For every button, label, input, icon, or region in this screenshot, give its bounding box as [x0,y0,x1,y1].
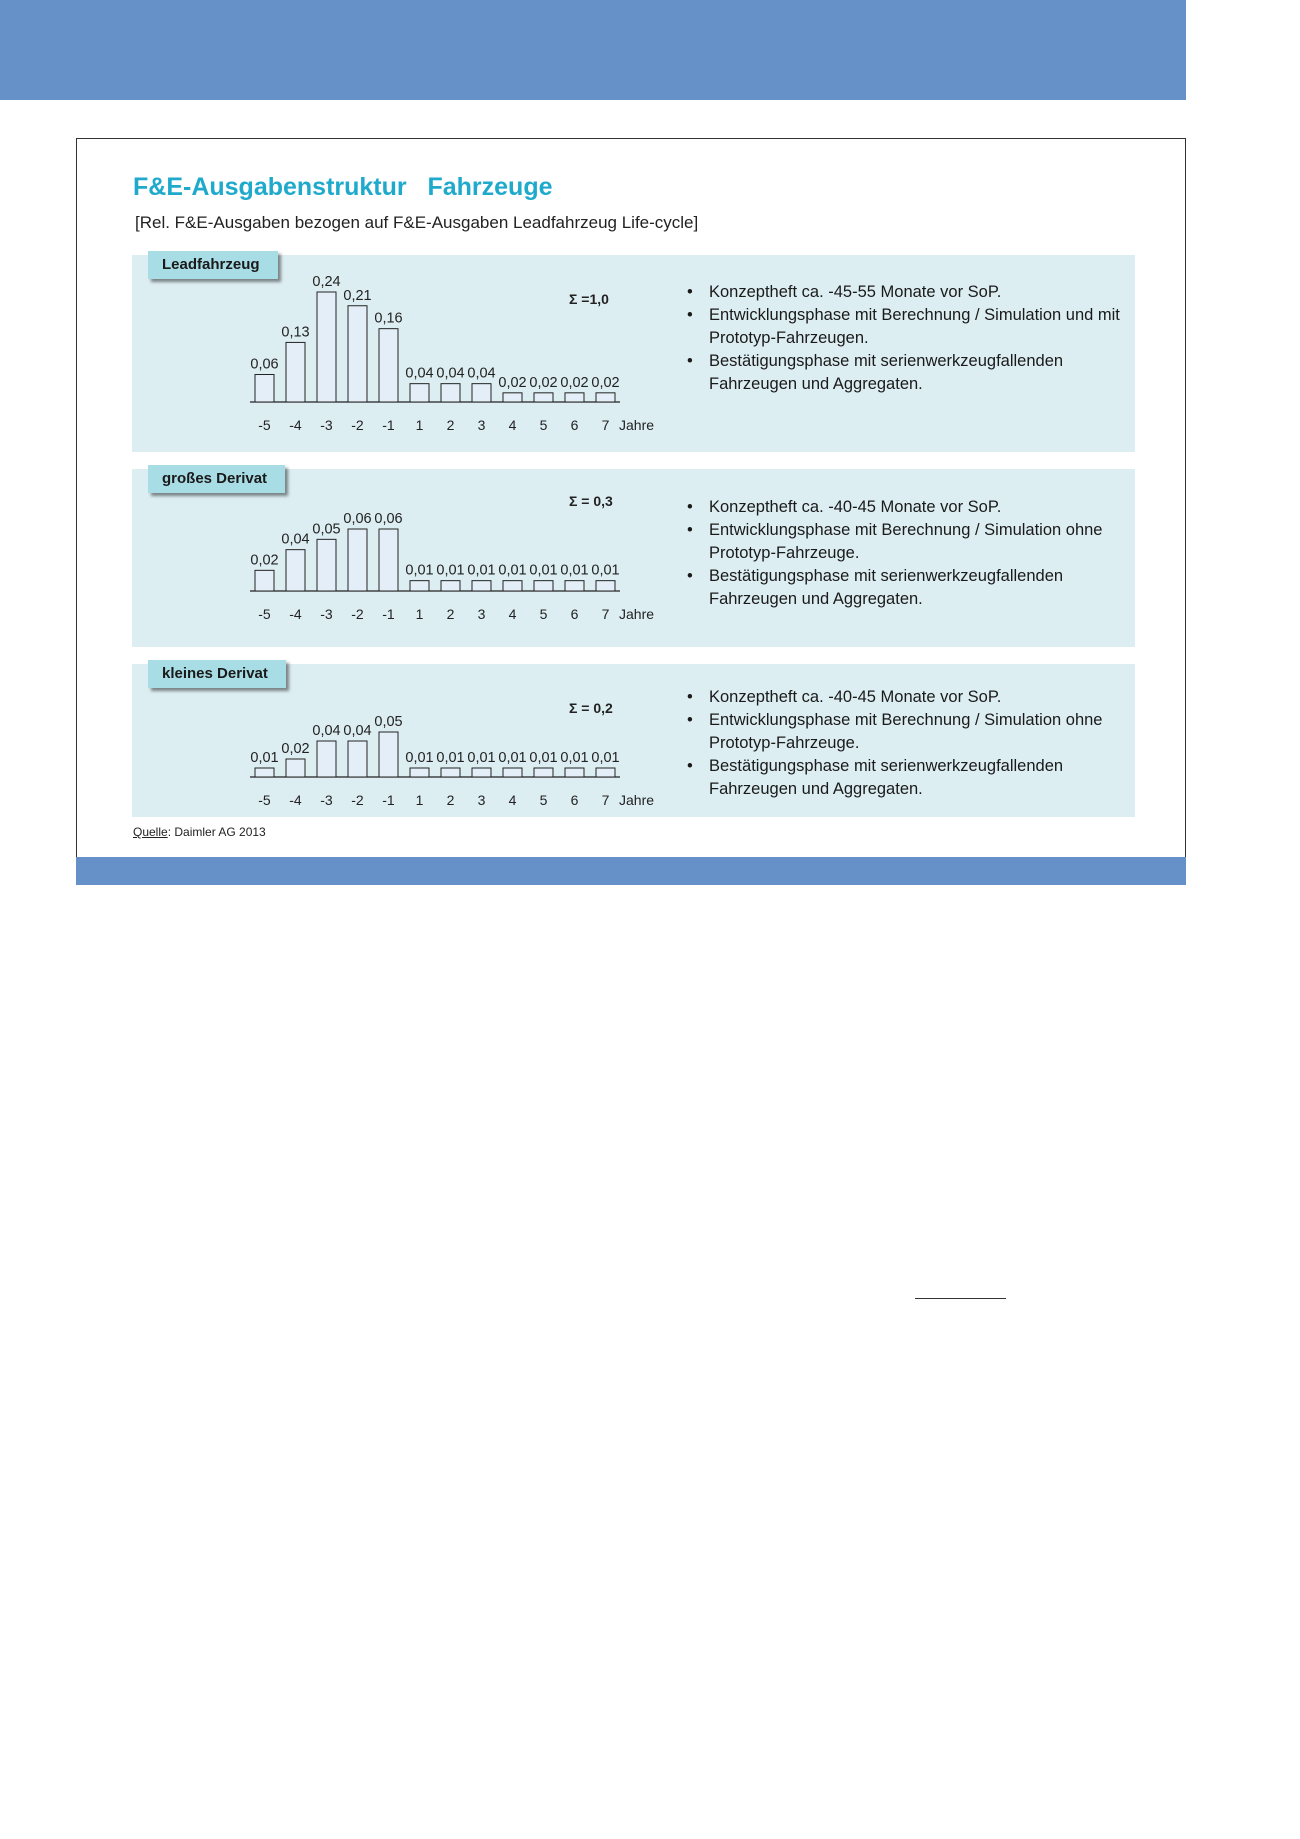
x-tick-label: 3 [477,417,486,433]
x-tick-label: 7 [601,792,610,808]
bar [255,570,274,591]
bar [441,768,460,777]
chart-leadfahrzeug [132,255,672,452]
sum-label: Σ = 0,3 [569,493,613,509]
bar-value-label: 0,02 [250,552,279,569]
source-note [133,825,266,839]
bar-value-label: 0,24 [312,274,341,290]
x-tick-label: 2 [446,606,455,622]
bar-value-label: 0,01 [560,750,589,766]
x-axis-label: Jahre [619,606,655,622]
x-tick-label: 1 [415,606,424,622]
bar [286,759,305,777]
x-tick-label: 4 [508,792,517,808]
bar-value-label: 0,01 [250,750,279,766]
x-axis-label: Jahre [619,792,655,808]
bar-value-label: 0,01 [436,562,465,579]
x-tick-label: 6 [570,606,579,622]
bar [565,581,584,591]
bar [472,581,491,591]
bullet-item: • Bestätigungsphase mit serienwerkzeugfallenden Fahrzeugen und Aggregaten. [687,350,1129,396]
bar [503,581,522,591]
panel-leadfahrzeug [132,255,1135,452]
panel-kleines-derivat [132,664,1135,817]
bar-value-label: 0,05 [374,714,403,730]
bullet-item: • Konzeptheft ca. -45-55 Monate vor SoP. [687,281,1129,304]
bar [317,741,336,777]
bar-value-label: 0,01 [467,562,496,579]
figure-frame [76,138,1186,857]
bar-value-label: 0,04 [343,723,372,739]
bar [472,768,491,777]
x-tick-label: 3 [477,606,486,622]
bar [565,768,584,777]
chart-kleines-derivat [132,664,672,817]
x-tick-label: -4 [289,606,302,622]
bar-value-label: 0,01 [529,750,558,766]
bar [348,306,367,402]
bar [255,375,274,403]
bottom-band [76,857,1186,885]
source-text: : Daimler AG 2013 [167,825,266,839]
x-tick-label: -1 [382,606,395,622]
x-tick-label: 7 [601,606,610,622]
bar-value-label: 0,01 [591,562,620,579]
bar-value-label: 0,02 [591,374,620,391]
sum-label: Σ = 0,2 [569,700,613,716]
bar-value-label: 0,02 [560,374,589,391]
x-tick-label: -1 [382,417,395,433]
bar-value-label: 0,04 [467,365,496,382]
x-tick-label: -5 [258,417,271,433]
bar [379,732,398,777]
x-tick-label: -2 [351,417,364,433]
bar [534,393,553,402]
bullet-item: • Konzeptheft ca. -40-45 Monate vor SoP. [687,686,1129,709]
figure-title: F&E-Ausgabenstruktur Fahrzeuge [133,173,553,201]
bar [565,393,584,402]
x-tick-label: -4 [289,417,302,433]
bar-value-label: 0,01 [405,750,434,766]
bullet-item: • Entwicklungsphase mit Berechnung / Simulation ohne Prototyp-Fahrzeuge. [687,709,1129,755]
bar [255,768,274,777]
x-tick-label: -2 [351,606,364,622]
x-tick-label: 2 [446,792,455,808]
bar-value-label: 0,01 [591,750,620,766]
bar-value-label: 0,13 [281,324,310,341]
x-tick-label: 1 [415,417,424,433]
top-band [0,0,1186,100]
x-tick-label: 4 [508,417,517,433]
x-tick-label: -5 [258,792,271,808]
bullet-item: • Bestätigungsphase mit serienwerkzeugfallenden Fahrzeugen und Aggregaten. [687,755,1129,801]
x-tick-label: 5 [539,417,548,433]
bar [441,384,460,402]
bar-value-label: 0,02 [281,741,310,757]
bar-value-label: 0,04 [405,365,434,382]
bar-value-label: 0,01 [498,750,527,766]
bullet-item: • Entwicklungsphase mit Berechnung / Simulation und mit Prototyp-Fahrzeugen. [687,304,1129,350]
stray-rule [915,1298,1006,1299]
bar-value-label: 0,01 [560,562,589,579]
bar [596,768,615,777]
bar [317,539,336,591]
x-tick-label: -3 [320,606,333,622]
bar [503,393,522,402]
bar [503,768,522,777]
bar-value-label: 0,04 [436,365,465,382]
panel-grosses-derivat [132,469,1135,647]
bar [410,581,429,591]
bar-value-label: 0,02 [498,374,527,391]
bullet-item: • Konzeptheft ca. -40-45 Monate vor SoP. [687,496,1129,519]
bar [534,581,553,591]
bar [534,768,553,777]
bar-value-label: 0,06 [250,356,279,373]
bar [348,529,367,591]
x-tick-label: 3 [477,792,486,808]
x-tick-label: 4 [508,606,517,622]
bar [410,384,429,402]
x-tick-label: 5 [539,792,548,808]
bullets-leadfahrzeug [687,281,1129,396]
bullets-kleines-derivat [687,686,1129,801]
bar [379,329,398,402]
bar [379,529,398,591]
sum-label: Σ =1,0 [569,291,609,307]
bar [441,581,460,591]
x-tick-label: 2 [446,417,455,433]
figure-subtitle: [Rel. F&E-Ausgaben bezogen auf F&E-Ausgaben Leadfahrzeug Life-cycle] [135,213,699,232]
bar-value-label: 0,01 [405,562,434,579]
bar-value-label: 0,06 [343,511,372,527]
bar-value-label: 0,05 [312,521,341,538]
x-tick-label: -3 [320,792,333,808]
bar [348,741,367,777]
bullet-item: • Entwicklungsphase mit Berechnung / Simulation ohne Prototyp-Fahrzeuge. [687,519,1129,565]
x-tick-label: 6 [570,417,579,433]
bar-value-label: 0,01 [467,750,496,766]
x-tick-label: 6 [570,792,579,808]
x-axis-label: Jahre [619,417,655,433]
panel-tag-kleines-derivat: kleines Derivat [148,660,286,688]
chart-grosses-derivat [132,469,672,647]
bar-value-label: 0,04 [281,531,310,548]
bar [286,550,305,591]
x-tick-label: -2 [351,792,364,808]
x-tick-label: -4 [289,792,302,808]
bar-value-label: 0,21 [343,287,372,304]
bar [286,342,305,402]
x-tick-label: 1 [415,792,424,808]
bar-value-label: 0,01 [436,750,465,766]
bar-value-label: 0,02 [529,374,558,391]
bar [410,768,429,777]
bar [596,581,615,591]
bar [317,292,336,402]
panel-tag-grosses-derivat: großes Derivat [148,465,285,493]
bar [472,384,491,402]
bar-value-label: 0,01 [498,562,527,579]
panel-tag-leadfahrzeug: Leadfahrzeug [148,251,278,279]
bullet-item: • Bestätigungsphase mit serienwerkzeugfallenden Fahrzeugen und Aggregaten. [687,565,1129,611]
x-tick-label: 5 [539,606,548,622]
bar-value-label: 0,06 [374,511,403,527]
x-tick-label: -1 [382,792,395,808]
bar [596,393,615,402]
x-tick-label: -3 [320,417,333,433]
bar-value-label: 0,01 [529,562,558,579]
bar-value-label: 0,16 [374,310,403,327]
bullets-grosses-derivat [687,496,1129,611]
x-tick-label: -5 [258,606,271,622]
bar-value-label: 0,04 [312,723,341,739]
x-tick-label: 7 [601,417,610,433]
source-label: Quelle [133,825,168,839]
